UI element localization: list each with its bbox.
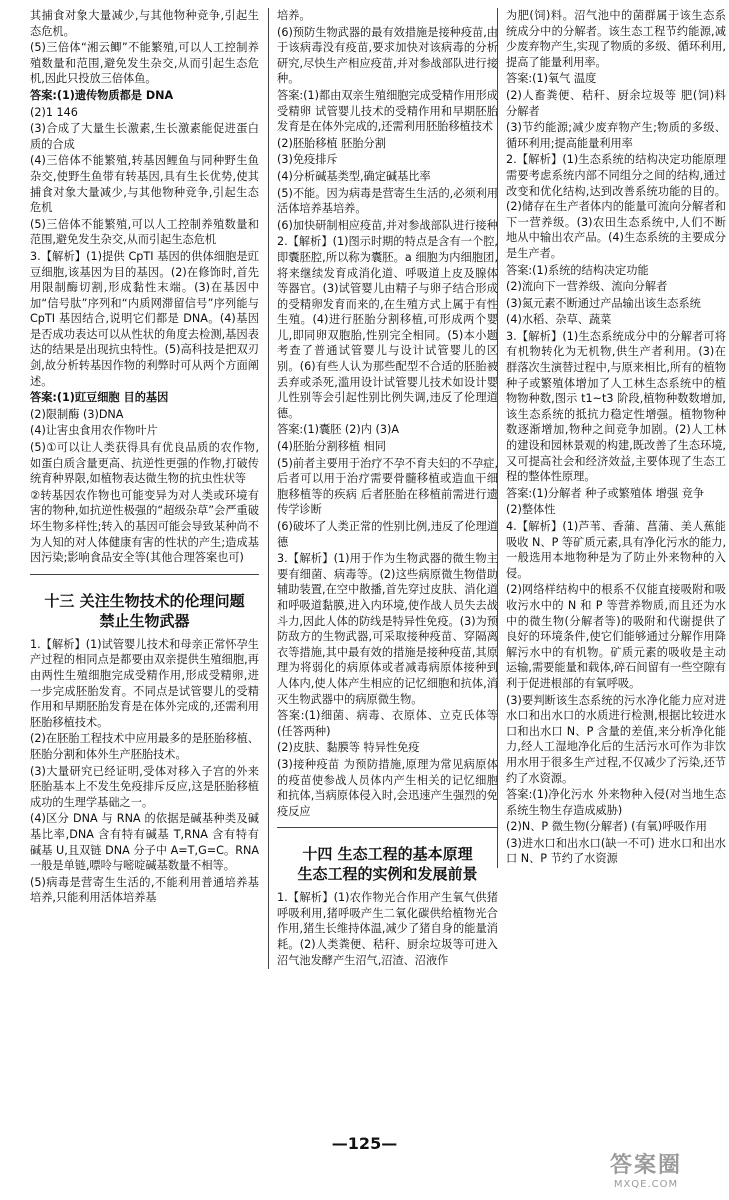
section-title: 十三 关注生物技术的伦理问题 bbox=[44, 591, 245, 610]
analysis-paragraph: 3.【解析】(1)生态系统成分中的分解者可将有机物转化为无机物,供生产者利用。(3)在群落次生演替过程中,与原来相比,所有的植物种子或繁殖体增加了人工林生态系统中的植物物种数,图示 t1~t3 阶段,植物种数数增加,该生态系统的抵抗力稳定性增强。植物物种数逐渐增加,物种之间竞争加剧。(2)人工林的建设和园林景观的构建,既改善了生态环境,又可提高社会和经济效益,主要体现了生态工程的整体性原理。 bbox=[506, 329, 726, 484]
answer-line: (4)让害虫食用农作物叶片 bbox=[30, 424, 158, 438]
paragraph: (5)三倍体“湘云鲫”不能繁殖,可以人工控制养殖数量和范围,避免发生杂交,从而引起生态危机,因此只投放三倍体鱼。 bbox=[30, 41, 259, 86]
paragraph: (2)在胚胎工程技术中应用最多的是胚胎移植、胚胎分割和体外生产胚胎技术。 bbox=[30, 732, 259, 761]
paragraph: (5)病毒是营寄生生活的,不能利用普通培养基培养,只能利用活体培养基 bbox=[30, 875, 259, 905]
answer-line: (6)加快研制相应疫苗,并对参战部队进行接种 bbox=[277, 218, 498, 232]
paragraph: (4)区分 DNA 与 RNA 的依据是碱基种类及碱基比率,DNA 含有特有碱基 T,RNA 含有特有碱基 U,且双链 DNA 分子中 A=T,G=C。RNA 一般是单链,嘌呤与嘧啶碱基数量不相等。 bbox=[30, 812, 259, 873]
column-right bbox=[497, 8, 726, 868]
section-title: 十四 生态工程的基本原理 bbox=[302, 845, 473, 864]
analysis-paragraph: 2.【解析】(1)生态系统的结构决定功能原理需要考虑系统内部不同组分之间的结构,通过改变和优化结构,达到改善系统功能的目的。(2)储存在生产者体内的能量可流向分解者和下一营养级。(3)农田生态系统中,人们不断地从中输出农产品。(4)生态系统的主要成分是生产者。 bbox=[506, 153, 726, 260]
answer-line: (2)胚胎移植 胚胎分割 bbox=[277, 136, 386, 150]
answer-line: 答案:(1)分解者 种子或繁殖体 增强 竞争 bbox=[506, 486, 705, 500]
answer-line: ②转基因农作物也可能变异为对人类或环境有害的物种,如抗逆性极强的“超级杂草”会严重破坏生物多样性;转入的基因可能会导致某种尚不为人知的对人体健康有害的性状的产生;造成基因污染;影响食品安全等(其他合理答案也可) bbox=[30, 488, 259, 565]
answer-line: 答案:(1)豇豆细胞 目的基因 bbox=[30, 391, 169, 405]
answer-line: (3)氮元素不断通过产品输出该生态系统 bbox=[506, 296, 701, 310]
paragraph: (6)预防生物武器的最有效措施是接种疫苗,由于该病毒没有疫苗,要求加快对该病毒的分析研究,尽快生产相应疫苗,并对参战部队进行接种。 bbox=[277, 25, 498, 86]
answer-line: (2)整体性 bbox=[506, 503, 556, 517]
analysis-paragraph: 3.【解析】(1)提供 CpTI 基因的供体细胞是豇豆细胞,该基因为目的基因。(2)在修饰时,首先用限制酶切割,形成黏性末端。(3)在基因中加“信号肽”序列和“内质网滞留信号”序列能与 CpTI 基因结合,说明它们都是 DNA。(4)基因是否成功表达可以从性状的角度去检测,基因表达的结果是出现抗虫特性。(5)高科技是把双刃剑,故分析转基因作物的利弊时可从两个方面阐述。 bbox=[30, 249, 259, 388]
answer-line: (2)1 146 bbox=[30, 105, 78, 119]
answer-line: 答案:(1)净化污水 外来物种入侵(对当地生态系统生物生存造成威胁) bbox=[506, 788, 726, 817]
answer-line: 答案:(1)遗传物质都是 DNA bbox=[30, 88, 174, 102]
answer-line: (2)流向下一营养级、流向分解者 bbox=[506, 280, 668, 294]
answer-line: (6)破坏了人类正常的性别比例,违反了伦理道德 bbox=[277, 520, 498, 549]
answer-line: (4)分析碱基类型,确定碱基比率 bbox=[277, 169, 431, 183]
answer-line: (3)合成了大量生长激素,生长激素能促进蛋白质的合成 bbox=[30, 122, 259, 151]
analysis-paragraph: 2.【解析】(1)图示时期的特点是含有一个腔,即囊胚腔,所以称为囊胚。a 细胞为内细胞团,将来继续发育成消化道、呼吸道上皮及腺体等器官。(3)试管婴儿由精子与卵子结合形成的受精卵发育而来的,在生殖方式上属于有性生殖。(4)进行胚胎分割移植,可形成两个婴儿,即同卵双胞胎,性别完全相同。(5)本小题考查了普通试管婴儿与设计试管婴儿的区别。(6)有些人认为那些配型不合适的胚胎被丢弃或杀死,滥用设计试管婴儿技术如设计婴儿性别等会引起性别比例失调,违反了伦理道德。 bbox=[277, 235, 498, 420]
watermark-text: 答案圈 bbox=[609, 1153, 682, 1178]
analysis-paragraph: 1.【解析】(1)试管婴儿技术和母亲正常怀孕生产过程的相同点是都要由双亲提供生殖细胞,再由两性生殖细胞完成受精作用,形成受精卵,进一步完成胚胎发育。不同点是试管婴儿的受精作用和早期胚胎发育是在体外完成的,还需利用胚胎移植技术。 bbox=[30, 637, 259, 729]
answer-line: (2)人畜粪便、秸秆、厨余垃圾等 肥(饲)料 分解者 bbox=[506, 88, 726, 118]
section-subtitle: 禁止生物武器 bbox=[99, 611, 190, 630]
paragraph: (2)网络样结构中的根系不仅能直接吸附和吸收污水中的 N 和 P 等营养物质,而且还为水中的微生物(分解者等)的吸附和代谢提供了良好的环境条件,使它们能够通过分解作用降解污水中的有机物。矿质元素的吸收是主动运输,需要能量和载体,碎石间留有一些空隙有利于促进根部的有氧呼吸。 bbox=[506, 583, 726, 690]
section-heading bbox=[30, 591, 259, 631]
answer-line: (3)进水口和出水口(缺一不可) 进水口和出水口 N、P 节约了水资源 bbox=[506, 836, 726, 866]
answer-line: (5)前者主要用于治疗不孕不育夫妇的不孕症,后者可以用于治疗需要骨髓移植或造血干细胞移植等的疾病 后者胚胎在移植前需进行遗传学诊断 bbox=[277, 456, 498, 517]
paragraph: 培养。 bbox=[277, 9, 311, 22]
watermark-url: MXQE.COM bbox=[613, 1179, 679, 1190]
analysis-paragraph: 3.【解析】(1)用于作为生物武器的微生物主要有细菌、病毒等。(2)这些病原微生物借助辅助装置,在空中散播,首先穿过皮肤、消化道和呼吸道黏膜,进入内环境,使作战人员失去战斗力,因此人体的防线是特异性免疫。(3)为预防敌方的生物武器,可采取接种疫苗、穿隔离衣等措施,其中最有效的措施是接种疫苗,其原理为将弱化的病原体或者减毒病原体接种到人体内,使人体产生相应的记忆细胞和抗体,消灭生物武器中的病原微生物。 bbox=[277, 552, 498, 706]
section-subtitle: 生态工程的实例和发展前景 bbox=[297, 865, 478, 884]
column-middle bbox=[268, 8, 498, 969]
section-heading bbox=[277, 844, 498, 884]
paragraph: (3)大量研究已经证明,受体对移入子宫的外来胚胎基本上不发生免疫排斥反应,这是胚胎移植成功的生理学基础之一。 bbox=[30, 764, 259, 809]
answer-line: (5)三倍体不能繁殖,可以人工控制养殖数量和范围,避免发生杂交,从而引起生态危机 bbox=[30, 217, 259, 247]
answer-line: (5)①可以让人类获得具有优良品质的农作物,如蛋白质含量更高、抗逆性更强的作物,打破传统育种界限,如植物表达微生物的抗虫性状等 bbox=[30, 441, 259, 486]
answer-line: (4)三倍体不能繁殖,转基因鲤鱼与同种野生鱼杂交,使野生鱼带有转基因,具有生长优势,使其捕食对象大量减少,与其他物种竞争,引起生态危机 bbox=[30, 154, 259, 215]
paragraph: 为肥(饲)料。沼气池中的菌群属于该生态系统成分中的分解者。该生态工程节约能源,减少废弃物产生,实现了物质的多级、循环利用,提高了能量利用率。 bbox=[506, 9, 726, 69]
analysis-paragraph: 1.【解析】(1)农作物光合作用产生氧气供猪呼吸利用,猪呼吸产生二氧化碳供给植物光合作用,猪生长维持体温,减少了猪自身的能量消耗。(2)人类粪便、秸秆、厨余垃圾等可进入沼气池发酵产生沼气,沼渣、沼液作 bbox=[277, 891, 498, 967]
analysis-paragraph: 4.【解析】(1)芦苇、香蒲、菖蒲、美人蕉能吸收 N、P 等矿质元素,具有净化污水的能力,一般选用本地物种是为了防止外来物种的入侵。 bbox=[506, 520, 726, 580]
answer-line: (3)节约能源;减少废弃物产生;物质的多级、循环利用;提高能量利用率 bbox=[506, 121, 726, 150]
answer-line: 答案:(1)系统的结构决定功能 bbox=[506, 263, 649, 277]
answer-line: (4)水稻、杂草、蔬菜 bbox=[506, 313, 612, 327]
answer-line: (4)胚胎分割移植 相同 bbox=[277, 440, 386, 454]
paragraph: (3)要判断该生态系统的污水净化能力应对进水口和出水口的水质进行检测,根据比较进水口和出水口 N、P 含量的差值,来分析净化能力,经人工湿地净化后的生活污水可作为非饮用水用于很多生产过程,不仅减少了污染,还节约了水资源。 bbox=[506, 693, 726, 785]
answer-line: 答案:(1)囊胚 (2)内 (3)A bbox=[277, 423, 400, 437]
answer-line: (3)接种疫苗 为预防措施,原理为常见病原体的疫苗使参战人员体内产生相关的记忆细胞和抗体,当病原体侵入时,会迅速产生强烈的免疫反应 bbox=[277, 757, 498, 818]
answer-line: (2)限制酶 (3)DNA bbox=[30, 407, 124, 421]
section-divider bbox=[30, 574, 259, 575]
answer-line: (5)不能。因为病毒是营寄生生活的,必须利用活体培养基培养。 bbox=[277, 186, 498, 216]
paragraph: 其捕食对象大量减少,与其他物种竞争,引起生态危机。 bbox=[30, 9, 259, 38]
watermark-logo bbox=[571, 1148, 721, 1196]
section-divider bbox=[277, 827, 498, 828]
page-number: —125— bbox=[331, 1134, 398, 1153]
answer-line: (3)免疫排斥 bbox=[277, 153, 338, 167]
answer-line: 答案:(1)都由双亲生殖细胞完成受精作用形成受精卵 试管婴儿技术的受精作用和早期胚胎发育是在体外完成的,还需利用胚胎移植技术 bbox=[277, 88, 498, 134]
column-left bbox=[30, 8, 259, 907]
answer-line: (2)N、P 微生物(分解者) (有氧)呼吸作用 bbox=[506, 820, 707, 834]
answer-line: 答案:(1)氧气 温度 bbox=[506, 72, 597, 86]
answer-line: 答案:(1)细菌、病毒、衣原体、立克氏体等(任答两种) bbox=[277, 709, 498, 738]
answer-line: (2)皮肤、黏膜等 特异性免疫 bbox=[277, 741, 420, 755]
